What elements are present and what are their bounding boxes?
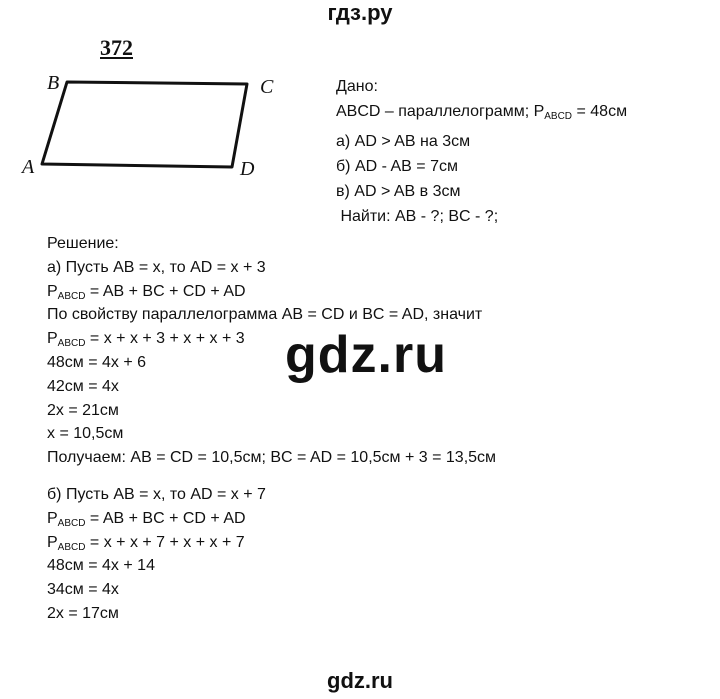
given-line: в) AD > AB в 3см xyxy=(336,183,461,200)
site-footer: gdz.ru xyxy=(327,668,393,693)
solution-line: а) Пусть AB = x, то AD = x + 3 xyxy=(47,258,266,276)
solution-line: 34см = 4x xyxy=(47,581,119,599)
solution-line: x = 10,5см xyxy=(47,425,124,443)
vertex-c-label: C xyxy=(260,76,274,98)
given-line: б) AD - AB = 7см xyxy=(336,158,458,175)
solution-line: 48см = 4x + 14 xyxy=(47,557,155,575)
solution-block xyxy=(47,232,496,626)
problem-number: 372 xyxy=(100,35,133,60)
solution-line: $P_{ABCD} = x + x + 3 + x + x + 3$ xyxy=(47,330,245,350)
solution-line: $P_{ABCD}$ = AB + BC + CD + AD xyxy=(47,509,246,529)
given-line: ABCD – параллелограмм; $P_{ABCD} = 48см$ xyxy=(336,103,628,122)
parallelogram-shape xyxy=(42,82,247,167)
solution-line: Получаем: AB = CD = 10,5см; BC = AD = 10,5см + 3 = 13,5см xyxy=(47,449,497,467)
solution-line: б) Пусть AB = x, то AD = x + 7 xyxy=(47,485,266,503)
site-header: гдз.ру xyxy=(327,0,393,25)
solution-line: $P_{ABCD} = x + x + 7 + x + x + 7$ xyxy=(47,533,245,553)
vertex-a-label: A xyxy=(22,156,35,178)
given-line: а) AD > AB на 3см xyxy=(336,133,471,150)
solution-line: 2x = 21см xyxy=(47,401,119,419)
parallelogram-figure xyxy=(20,68,290,183)
solution-line: 2x = 17см xyxy=(47,604,119,622)
vertex-b-label: B xyxy=(47,72,60,94)
solution-title: Решение: xyxy=(47,235,119,252)
section-gap xyxy=(47,470,496,483)
given-block xyxy=(336,74,627,229)
watermark: gdz.ru xyxy=(285,326,447,384)
given-find: Найти: AB - ?; BC - ?; xyxy=(336,208,499,225)
solution-line: 42см = 4x xyxy=(47,377,119,395)
given-title: Дано: xyxy=(336,78,378,95)
vertex-d-label: D xyxy=(240,158,255,180)
solution-line: По свойству параллелограмма AB = CD и BC = AD, значит xyxy=(47,306,483,324)
solution-line: 48см = 4x + 6 xyxy=(47,353,147,371)
solution-line: $P_{ABCD}$ = AB + BC + CD + AD xyxy=(47,282,246,302)
